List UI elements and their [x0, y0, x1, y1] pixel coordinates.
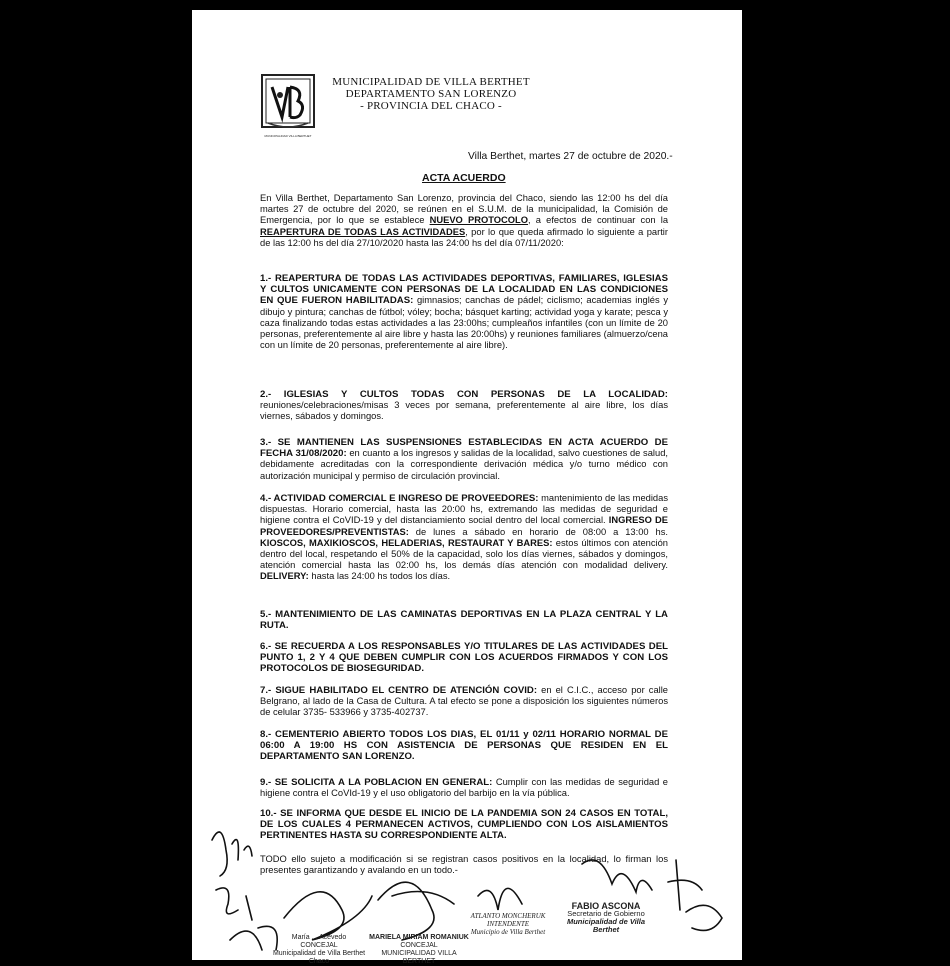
item-10: 10.- SE INFORMA QUE DESDE EL INICIO DE LA PANDEMIA SON 24 CASOS EN TOTAL, DE LOS CUALES 4 PERMANECEN ACTIVOS, CUMPLIENDO CON LOS AISLAMIENTOS PERTINENTES HASTA SU CORRESPONDIENTE ALTA. — [260, 808, 668, 842]
intro-paragraph: En Villa Berthet, Departamento San Lorenzo, provincia del Chaco, siendo las 12:00 hs del día martes 27 de octubre del 2020, se reúnen en el S.U.M. de la municipalidad, la Comisión de Emergencia, por lo que se establece NUEVO PROTOCOLO, a efectos de continuar con la REAPERTURA DE TODAS LAS ACTIVIDADES, por lo que queda afirmado lo siguiente a partir de las 12:00 hs del día 27/10/2020 hasta las 24:00 hs del día 07/11/2020: — [260, 193, 669, 248]
document-page — [192, 10, 742, 965]
signature-1: María ... Acevedo CONCEJAL Municipalidad de Villa Berthet Chaco — [272, 934, 366, 965]
signature-area — [192, 800, 742, 965]
signature-4: FABIO ASCONA Secretario de Gobierno Municipalidad de Villa Berthet — [566, 901, 646, 934]
header-province: - PROVINCIA DEL CHACO - — [360, 100, 502, 112]
header-department: DEPARTAMENTO SAN LORENZO — [345, 88, 517, 100]
item-4: 4.- ACTIVIDAD COMERCIAL E INGRESO DE PROVEEDORES: mantenimiento de las medidas dispuestas. Horario comercial, hasta las 20:00 hs, extremando las medidas de seguridad e higiene contra el CoVID-19 y del distanciamiento social dentro del local comercial. INGRESO DE PROVEEDORES/PREVENTISTAS: de lunes a sábado en horario de 08:00 a 13:00 hs. KIOSCOS, MAXIKIOSCOS, HELADERIAS, RESTAURAT Y BARES: estos últimos con atención dentro del local, respetando el 50% de la capacidad, solo los días viernes, sábados y domingos, atención comercial hasta las 02:00 hs, los demás días atención con modalidad delivery. DELIVERY: hasta las 24:00 hs todos los días. — [260, 493, 668, 582]
header-municipality: MUNICIPALIDAD DE VILLA BERTHET — [332, 76, 530, 88]
item-2: 2.- IGLESIAS Y CULTOS TODAS CON PERSONAS DE LA LOCALIDAD: reuniones/celebraciones/misas 3 veces por semana, preferentemente al aire libre, los días viernes, sábados y domingos. — [260, 389, 668, 422]
item-6: 6.- SE RECUERDA A LOS RESPONSABLES Y/O TITULARES DE LAS ACTIVIDADES DEL PUNTO 1, 2 Y 4 QUE DEBEN CUMPLIR CON LOS ACUERDOS FIRMADOS Y CON LOS PROTOCOLOS DE BIOSEGURIDAD. — [260, 641, 668, 675]
seal-caption: MUNICIPALIDAD VILLA BERTHET — [264, 134, 312, 138]
item-8: 8.- CEMENTERIO ABIERTO TODOS LOS DIAS, EL 01/11 y 02/11 HORARIO NORMAL DE 06:00 A 19:00 HS CON ASISTENCIA DE PERSONAS QUE RESIDEN EN EL DEPARTAMENTO SAN LORENZO. — [260, 729, 668, 763]
signature-2: MARIELA MIRIAM ROMANIUK CONCEJAL MUNICIPALIDAD VILLA BERTHET — [369, 934, 469, 965]
signature-3: ATLANTO MONCHERUK INTENDENTE Municipio de Villa Berthet — [470, 912, 546, 936]
item-5: 5.- MANTENIMIENTO DE LAS CAMINATAS DEPORTIVAS EN LA PLAZA CENTRAL Y LA RUTA. — [260, 609, 668, 632]
item-1: 1.- REAPERTURA DE TODAS LAS ACTIVIDADES DEPORTIVAS, FAMILIARES, IGLESIAS Y CULTOS UNICAMENTE CON PERSONAS DE LA LOCALIDAD EN LAS CONDICIONES EN QUE FUERON HABILITADAS: gimnasios; canchas de pádel; ciclismo; academias inglés y dibujo y pintura; canchas de fútbol; vóley; bocha; básquet karting; actividad yoga y karate; pesca y caza finalizando todas estas actividades a las 23:00hs; cumpleaños infantiles (con un límite de 20 personas, preferentemente al aire libre y hasta las 20:00hs) y reuniones familiares (almuerzo/cena con un límite de 20 personas, preferentemente al aire libre). — [260, 273, 668, 351]
item-3: 3.- SE MANTIENEN LAS SUSPENSIONES ESTABLECIDAS EN ACTA ACUERDO DE FECHA 31/08/2020: en cuanto a los ingresos y salidas de la localidad, salvo cuestiones de salud, debidamente acreditadas con la correspondiente derivación médica y/o turno médico con autorización municipal y permiso de circulación provincial. — [260, 437, 668, 481]
municipal-seal-icon — [260, 73, 316, 133]
item-7: 7.- SIGUE HABILITADO EL CENTRO DE ATENCIÓN COVID: en el C.I.C., acceso por calle Belgrano, al lado de la Casa de Cultura. A tal efecto se pone a disposición los siguientes números de celular 3735- 533966 y 3735-402737. — [260, 685, 668, 718]
item-9: 9.- SE SOLICITA A LA POBLACION EN GENERAL: Cumplir con las medidas de seguridad e higiene contra el CoVId-19 y el uso obligatorio del barbijo en la vía pública. — [260, 777, 668, 799]
place-date: Villa Berthet, martes 27 de octubre de 2020.- — [468, 151, 673, 162]
closing-paragraph: TODO ello sujeto a modificación si se registran casos positivos en la localidad, lo firman los presentes garantizando y avalando en un todo.- — [260, 854, 668, 876]
document-title: ACTA ACUERDO — [422, 172, 506, 184]
